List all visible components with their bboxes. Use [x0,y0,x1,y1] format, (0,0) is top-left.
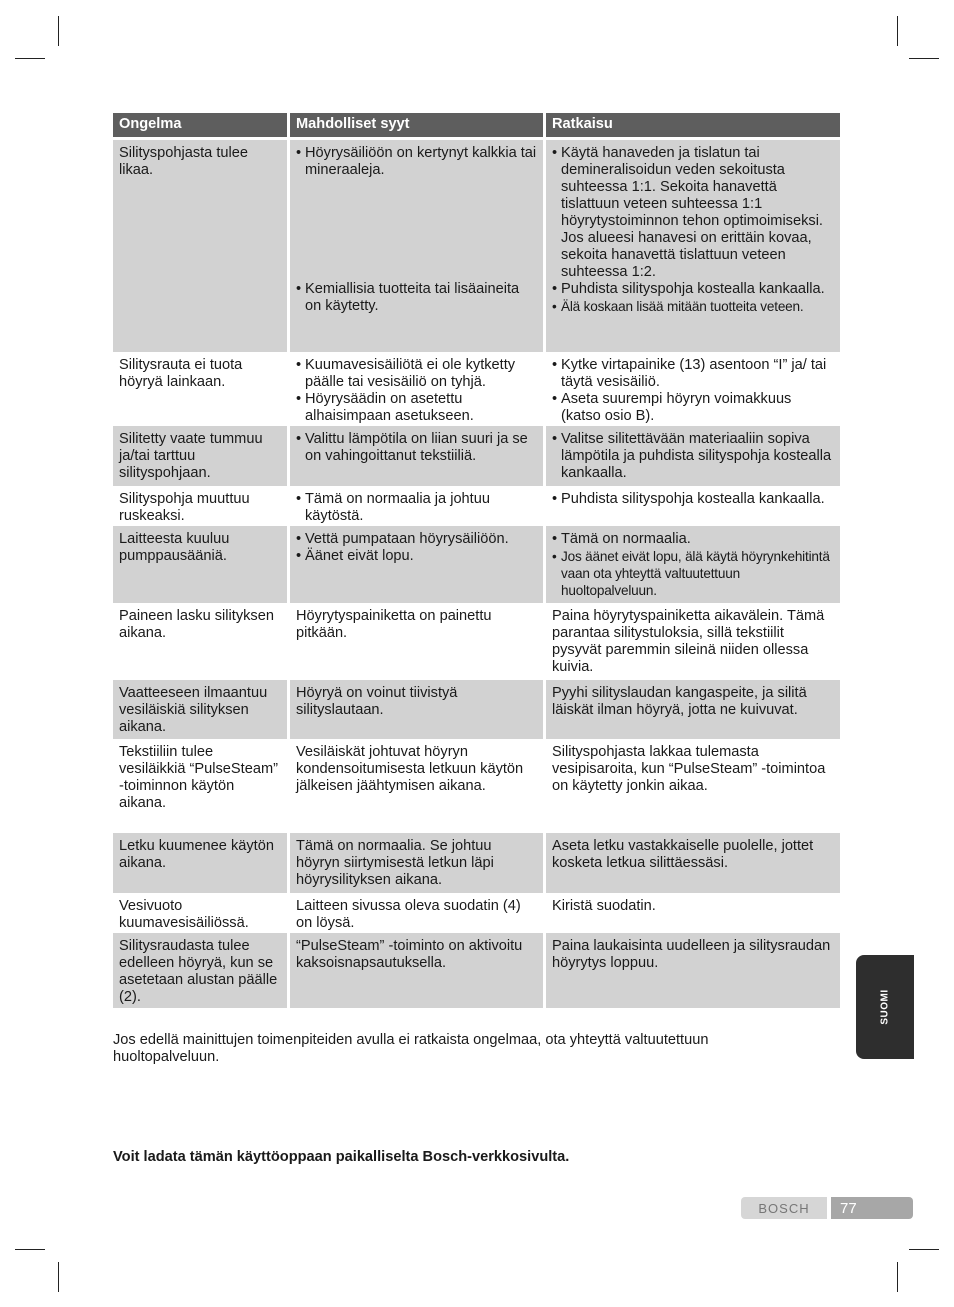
crop-mark [58,16,59,46]
solution-cell: Pyyhi silityslaudan kangaspeite, ja silitä läiskät ilman höyryä, jotta ne kuivuvat. [546,680,840,739]
solution-item: • Kytke virtapainike (13) asentoon “I” ja/ tai täytä vesisäiliö. [552,357,834,391]
solution-cell: Kiristä suodatin. [552,898,656,914]
crop-mark [15,1249,45,1250]
causes-cell [290,426,543,486]
table-row [113,893,840,933]
solution-cell: Silityspohjasta lakkaa tulemasta vesipisaroita, kun “PulseSteam” -toimintoa on käytetty jonkin aikaa. [552,744,826,794]
problem-cell: Laitteesta kuuluu pumppausääniä. [113,526,287,603]
table-row [113,739,840,833]
problem-cell: Silityspohjasta tulee likaa. [113,140,287,352]
table-row [113,833,840,893]
crop-mark [897,1262,898,1292]
causes-cell [290,140,543,352]
solution-item: • Tämä on normaalia. [552,531,834,548]
crop-mark [909,58,939,59]
solution-cell [546,426,840,486]
solution-cell [546,486,840,526]
problem-cell: Tekstiiliin tulee vesiläikkiä “PulseSteam” -toiminnon käytön aikana. [119,744,278,811]
header-causes: Mahdolliset syyt [290,113,543,137]
troubleshooting-table [113,113,840,1008]
causes-cell: Laitteen sivussa oleva suodatin (4) on löysä. [296,898,521,931]
table-row [113,603,840,680]
solution-cell [546,352,840,426]
problem-cell: Vaatteeseen ilmaantuu vesiläiskiä silityksen aikana. [113,680,287,739]
table-row [113,140,840,352]
solution-item: • Aseta suurempi höyryn voimakkuus (katso osio B). [552,391,834,425]
table-row [113,933,840,1008]
cause-item: • Kemiallisia tuotteita tai lisäaineita on käytetty. [296,281,537,315]
crop-mark [909,1249,939,1250]
language-tab-label: SUOMI [879,989,891,1025]
causes-cell: Tämä on normaalia. Se johtuu höyryn siirtymisestä letkun läpi höyrysilityksen aikana. [290,833,543,893]
table-header [113,113,840,137]
language-tab [856,955,914,1059]
solution-item: • Puhdista silityspohja kostealla kankaalla. [552,491,834,508]
solution-item: • Jos äänet eivät lopu, älä käytä höyrynkehitintä vaan ota yhteyttä valtuutettuun huoltopalveluun. [552,548,834,599]
cause-item: • Kuumavesisäiliötä ei ole kytketty päälle tai vesisäiliö on tyhjä. [296,357,537,391]
cause-item: • Äänet eivät lopu. [296,548,537,565]
problem-cell: Silitetty vaate tummuu ja/tai tarttuu silityspohjaan. [113,426,287,486]
table-row [113,486,840,526]
header-problem: Ongelma [113,113,287,137]
problem-cell: Letku kuumenee käytön aikana. [113,833,287,893]
causes-cell: “PulseSteam” -toiminto on aktivoitu kaksoisnapsautuksella. [290,933,543,1008]
causes-cell: Vesiläiskät johtuvat höyryn kondensoitumisesta letkuun käytön jälkeisen jäähtymisen aikana. [296,744,524,794]
table-row [113,680,840,739]
cause-item: • Höyrysäädin on asetettu alhaisimpaan asetukseen. [296,391,537,425]
problem-cell: Silityspohja muuttuu ruskeaksi. [119,491,250,524]
problem-cell: Paineen lasku silityksen aikana. [119,608,274,641]
solution-cell: Paina höyrytyspainiketta aikavälein. Tämä parantaa silitystuloksia, sillä tekstiilit pysyvät paremmin sileinä niiden ollessa kuivia. [552,608,825,675]
causes-cell [290,486,543,526]
cause-item: • Valittu lämpötila on liian suuri ja se on vahingoittanut tekstiiliä. [296,431,537,465]
download-notice: Voit ladata tämän käyttöoppaan paikalliselta Bosch-verkkosivulta. [113,1149,570,1165]
page-number: 77 [831,1197,913,1219]
solution-item: • Puhdista silityspohja kostealla kankaalla. [552,281,834,298]
problem-cell: Vesivuoto kuumavesisäiliössä. [119,898,249,931]
crop-mark [15,58,45,59]
solution-cell [546,526,840,603]
causes-cell [290,352,543,426]
problem-cell: Silitysrauta ei tuota höyryä lainkaan. [119,357,243,390]
problem-cell: Silitysraudasta tulee edelleen höyryä, kun se asetetaan alustan päälle (2). [113,933,287,1008]
solution-item: • Älä koskaan lisää mitään tuotteita veteen. [552,298,834,315]
solution-cell [546,140,840,352]
cause-item: • Vettä pumpataan höyrysäiliöön. [296,531,537,548]
causes-cell: Höyrytyspainiketta on painettu pitkään. [296,608,492,641]
solution-cell: Aseta letku vastakkaiselle puolelle, jottet kosketa letkua silittäessäsi. [546,833,840,893]
causes-cell [290,526,543,603]
table-row [113,526,840,603]
solution-cell: Paina laukaisinta uudelleen ja silitysraudan höyrytys loppuu. [546,933,840,1008]
table-row [113,426,840,486]
cause-item: • Höyrysäiliöön on kertynyt kalkkia tai mineraaleja. [296,145,537,179]
cause-item: • Tämä on normaalia ja johtuu käytöstä. [296,491,537,525]
crop-mark [897,16,898,46]
solution-item: • Valitse silitettävään materiaaliin sopiva lämpötila ja puhdista silityspohja kostealla kankaalla. [552,431,834,482]
causes-cell: Höyryä on voinut tiivistyä silityslautaan. [290,680,543,739]
table-row [113,352,840,426]
brand-label: BOSCH [741,1197,827,1219]
header-solution: Ratkaisu [546,113,840,137]
solution-item: • Käytä hanaveden ja tislatun tai demineralisoidun veden sekoitusta suhteessa 1:1. Sekoita hanavettä tislattuun veteen suhteessa 1:1 höyrytystoiminnon tehon optimoimiseksi. Jos alueesi hanavesi on erittäin kovaa, sekoita hanavettä tislattuun veteen suhteessa 1:2. [552,145,834,281]
crop-mark [58,1262,59,1292]
service-note: Jos edellä mainittujen toimenpiteiden avulla ei ratkaista ongelmaa, ota yhteyttä valtuutettuun huoltopalveluun. [113,1032,709,1065]
